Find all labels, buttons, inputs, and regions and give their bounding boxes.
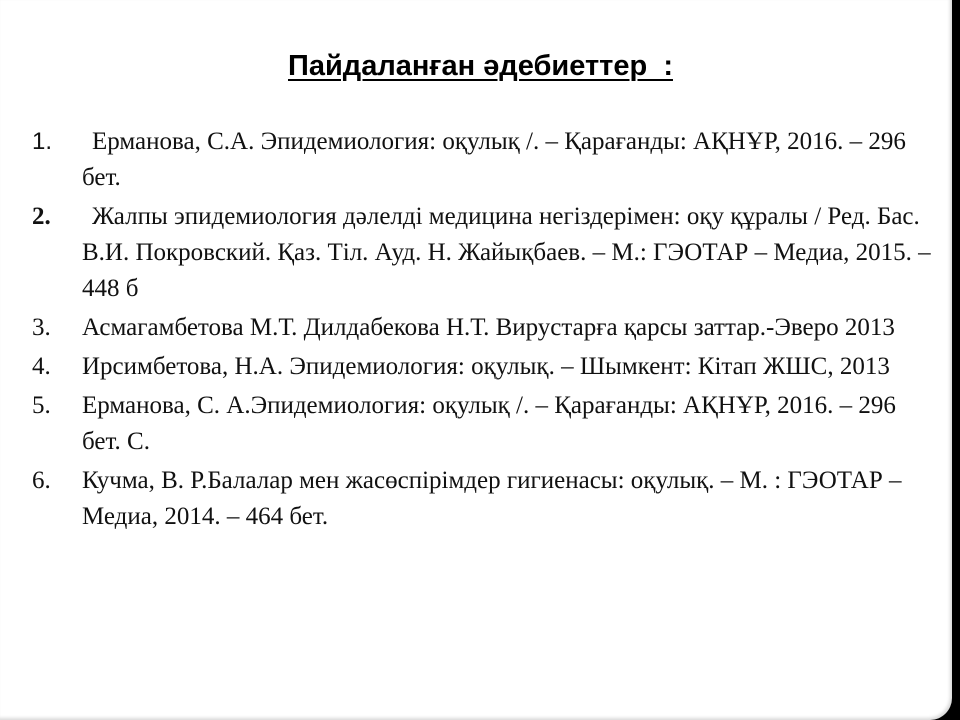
reference-item xyxy=(32,199,932,307)
reference-text: Жалпы эпидемиология дәлелді медицина негіздерімен: оқу құралы / Ред. Бас. В.И. Покровский. Қаз. Тіл. Ауд. Н. Жайықбаев. – М.: ГЭОТАР – Медиа, 2015. – 448 б xyxy=(82,203,931,302)
reference-list xyxy=(32,124,932,538)
reference-number: 4. xyxy=(32,353,51,380)
reference-text: Ерманова, С. А.Эпидемиология: оқулық /. – Қарағанды: АҚНҰР, 2016. – 296 бет. С. xyxy=(82,392,896,455)
reference-number: 1. xyxy=(32,128,53,155)
reference-item xyxy=(32,463,932,535)
reference-number: 5. xyxy=(32,392,51,419)
reference-text: Асмагамбетова М.Т. Дилдабекова Н.Т. Вирустарға қарсы заттар.-Эверо 2013 xyxy=(82,314,895,341)
reference-number: 3. xyxy=(32,314,51,341)
reference-item xyxy=(32,349,932,385)
reference-item xyxy=(32,388,932,460)
reference-item xyxy=(32,310,932,346)
reference-text: Ерманова, С.А. Эпидемиология: оқулық /. – Қарағанды: АҚНҰР, 2016. – 296 бет. xyxy=(82,128,906,191)
reference-number: 6. xyxy=(32,467,51,494)
reference-text: Ирсимбетова, Н.А. Эпидемиология: оқулық. – Шымкент: Кітап ЖШС, 2013 xyxy=(82,353,890,380)
reference-text: Кучма, В. Р.Балалар мен жасөспірімдер гигиенасы: оқулық. – М. : ГЭОТАР – Медиа, 2014. – 464 бет. xyxy=(82,467,902,530)
slide-title: Пайдаланған әдебиеттер : xyxy=(288,50,673,82)
reference-number: 2. xyxy=(32,203,51,230)
reference-item xyxy=(32,124,932,196)
